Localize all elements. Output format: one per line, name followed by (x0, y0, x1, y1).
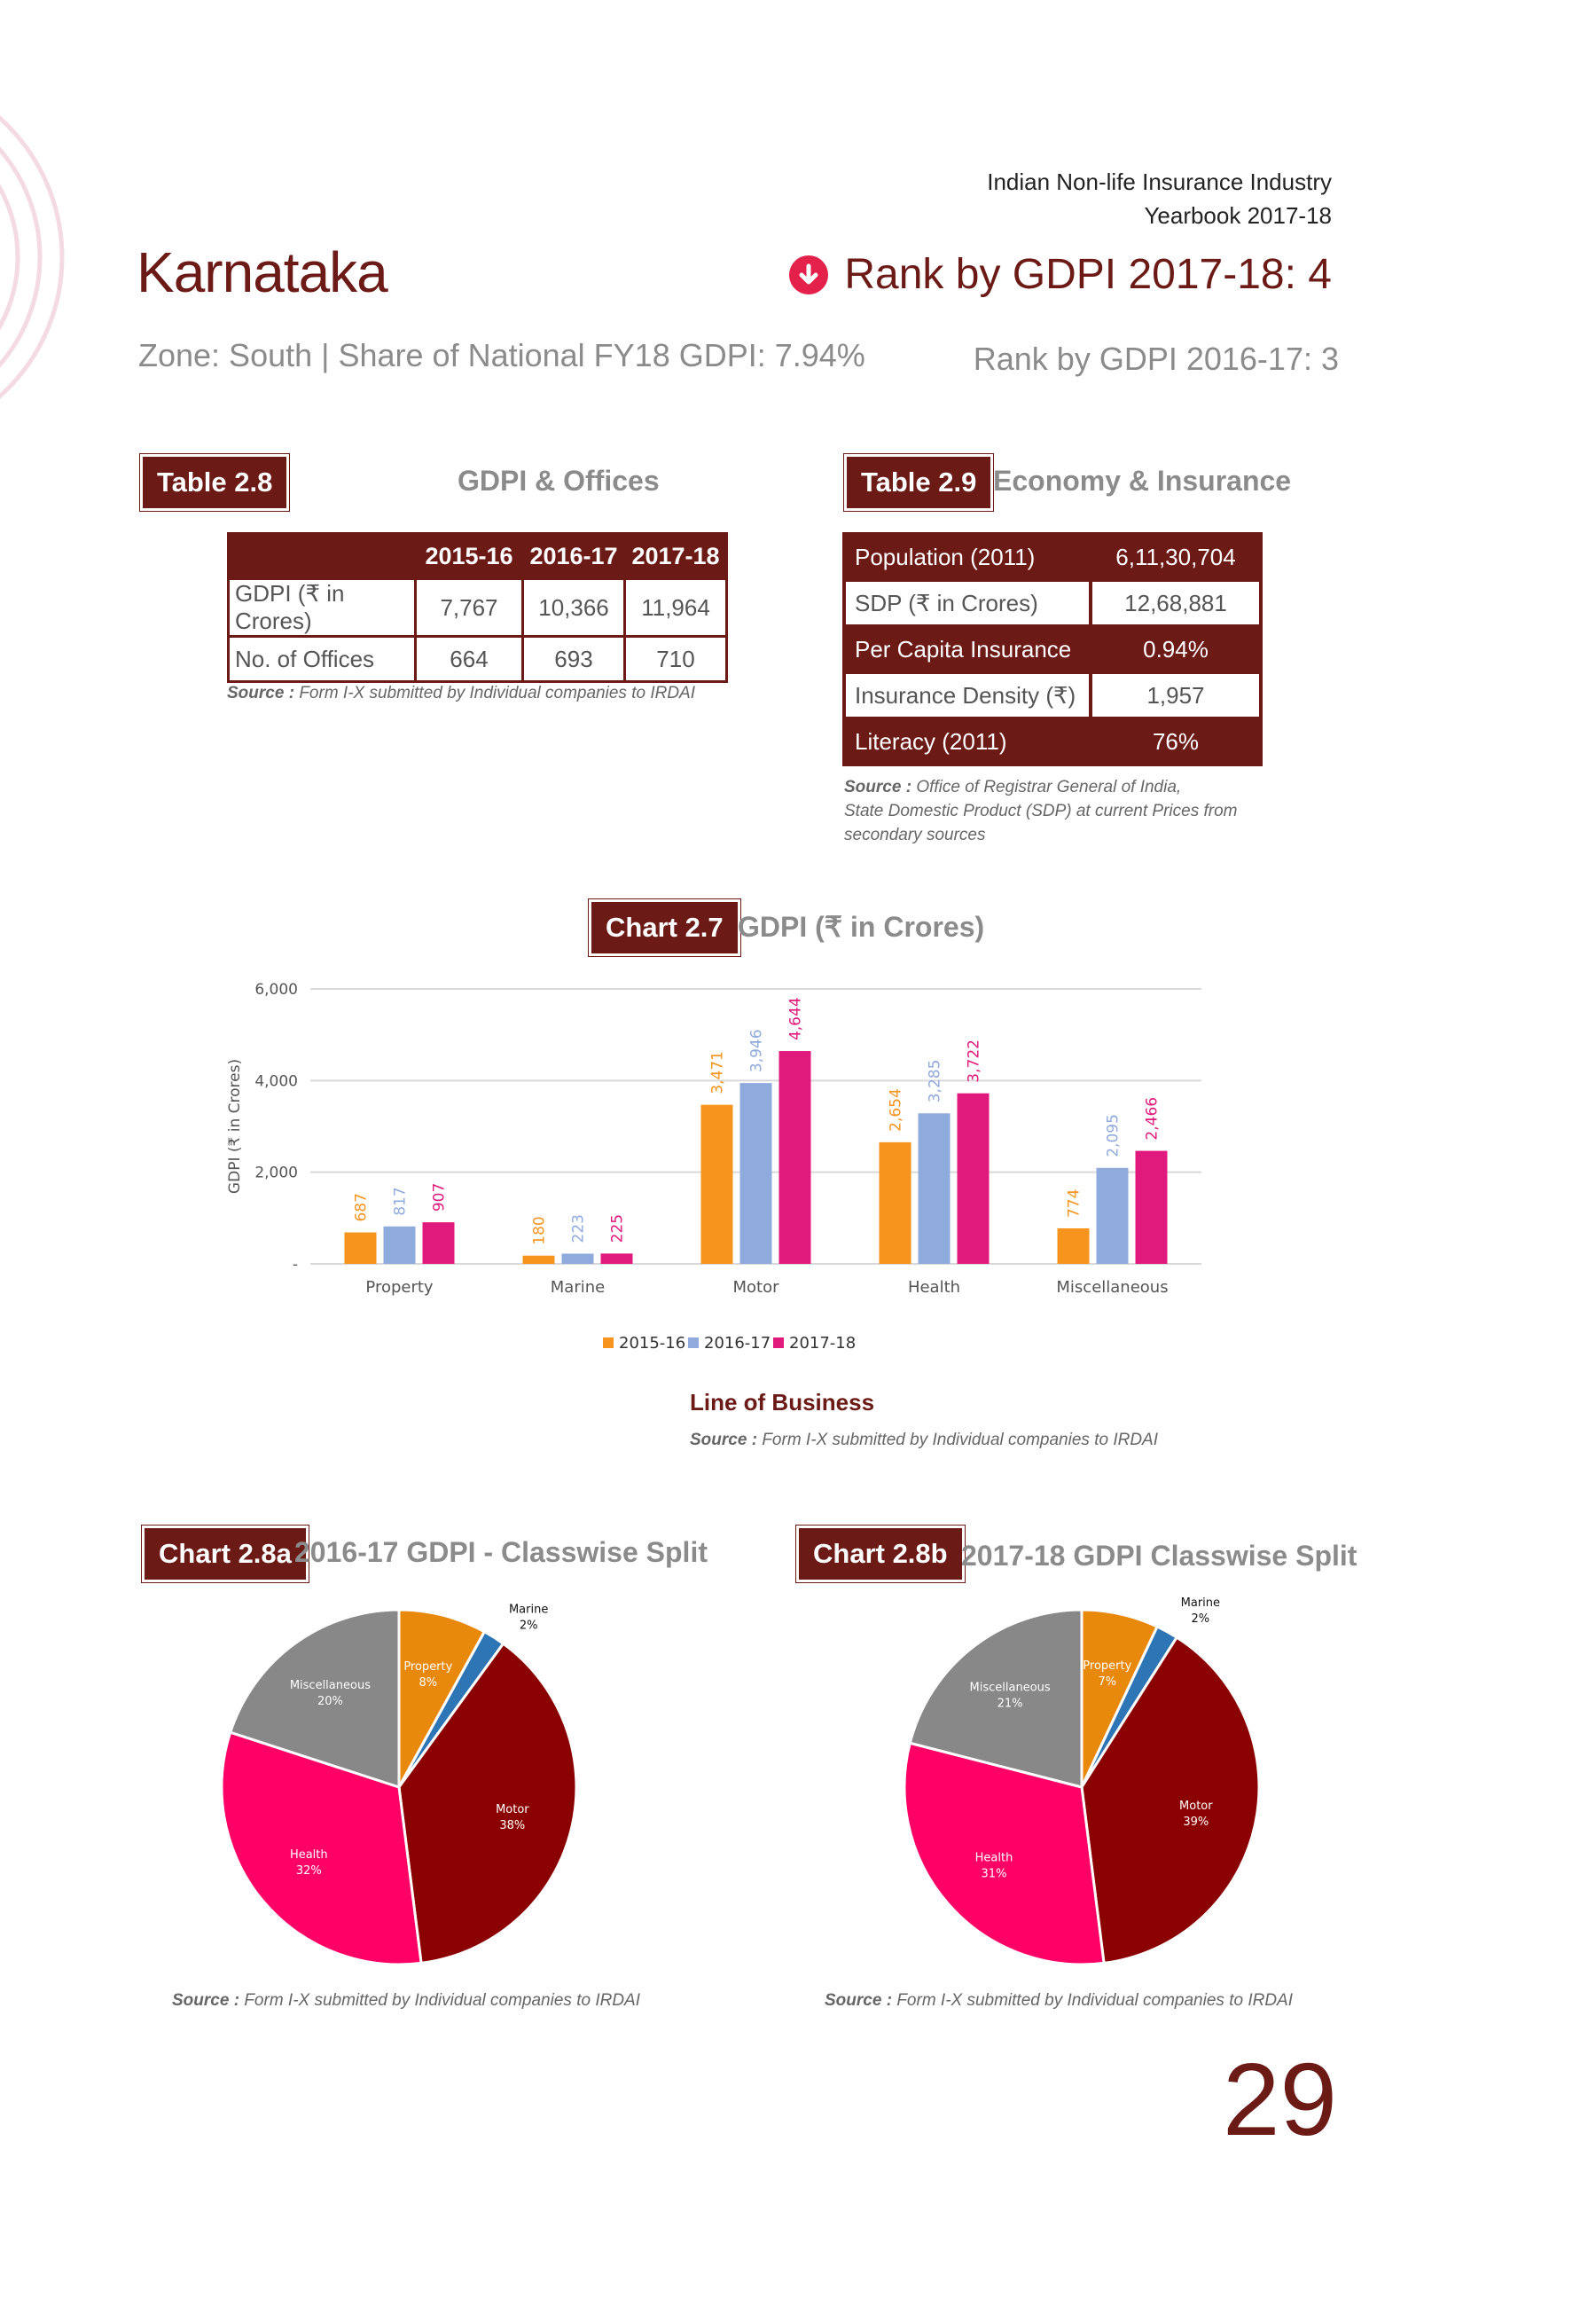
source-text: Form I-X submitted by Individual companies to IRDAI (896, 1991, 1293, 2010)
chart-xlabel: Line of Business (690, 1389, 875, 1416)
slice-label: Property (403, 1660, 453, 1675)
rank-current-text: Rank by GDPI 2017-18: 4 (844, 251, 1332, 298)
slice-percent: 39% (1183, 1815, 1209, 1829)
legend-label: 2016-17 (704, 1334, 771, 1353)
table-row (844, 534, 1261, 580)
source-text: Form I-X submitted by Individual companies to IRDAI (244, 1991, 640, 2010)
legend-swatch (603, 1337, 614, 1348)
table-2-8-source (227, 681, 695, 705)
row-label: Population (2011) (844, 534, 1091, 580)
source-label: Source : (227, 684, 295, 702)
row-label: Per Capita Insurance (844, 626, 1091, 672)
legend-swatch (688, 1337, 699, 1348)
x-tick-label: Property (365, 1278, 434, 1297)
source-label: Source : (172, 1991, 240, 2010)
table-cell: 6,11,30,704 (1091, 534, 1261, 580)
legend-swatch (773, 1337, 784, 1348)
bar (919, 1113, 951, 1264)
data-label: 3,285 (926, 1059, 944, 1103)
slice-percent: 2% (1191, 1612, 1210, 1627)
data-label: 774 (1065, 1188, 1084, 1219)
bar (523, 1256, 555, 1264)
data-label: 687 (352, 1193, 371, 1222)
table-2-8-tag: Table 2.8 (140, 454, 289, 511)
slice-label: Property (1083, 1659, 1132, 1674)
bar (423, 1222, 455, 1264)
table-cell: 1,957 (1091, 672, 1261, 718)
table-cell: 76% (1091, 718, 1261, 765)
y-axis-label: GDPI (₹ in Crores) (226, 1058, 244, 1195)
y-tick-label: 4,000 (254, 1072, 298, 1091)
table-header-blank (229, 534, 416, 579)
slice-label: Motor (1179, 1799, 1213, 1813)
table-row (844, 626, 1261, 672)
bar (740, 1083, 772, 1264)
bar (1136, 1151, 1168, 1264)
bar (384, 1227, 416, 1264)
row-label: Literacy (2011) (844, 718, 1091, 765)
source-label: Source : (690, 1431, 758, 1449)
chart-2-8b-tag: Chart 2.8b (796, 1526, 965, 1582)
x-tick-label: Motor (732, 1278, 779, 1297)
page-number: 29 (1222, 2042, 1337, 2157)
y-tick-label: - (292, 1256, 298, 1274)
slice-label: Health (974, 1851, 1013, 1865)
bar (345, 1233, 377, 1264)
y-tick-label: 2,000 (254, 1164, 298, 1182)
slice-percent: 8% (419, 1676, 438, 1690)
table-2-9-source (844, 775, 1237, 847)
slice-label: Marine (508, 1603, 549, 1617)
source-text: Form I-X submitted by Individual companies to IRDAI (762, 1431, 1158, 1449)
slice-label: Motor (496, 1802, 529, 1816)
table-header-cell: 2016-17 (523, 534, 625, 579)
pie-chart-2016-17 (177, 1596, 674, 1987)
chart-2-7-source (690, 1428, 1158, 1452)
data-label: 3,722 (965, 1039, 983, 1083)
data-label: 4,644 (786, 997, 805, 1041)
table-cell: 0.94% (1091, 626, 1261, 672)
data-label: 2,095 (1104, 1114, 1123, 1157)
legend-label: 2015-16 (619, 1334, 686, 1353)
table-2-9-tag: Table 2.9 (844, 454, 993, 511)
table-row (229, 637, 727, 682)
table-cell: 11,964 (625, 579, 727, 637)
slice-percent: 20% (317, 1695, 343, 1709)
chart-2-8a-source (172, 1988, 640, 2012)
decorative-arcs (0, 89, 71, 426)
x-tick-label: Marine (550, 1278, 606, 1297)
source-text: Form I-X submitted by Individual companies to IRDAI (299, 684, 695, 702)
data-label: 817 (391, 1187, 410, 1216)
chart-2-7-title: GDPI (₹ in Crores) (738, 911, 985, 943)
table-row (844, 580, 1261, 626)
bar (601, 1253, 633, 1264)
slice-percent: 38% (499, 1818, 526, 1832)
rank-current (789, 250, 1332, 299)
table-cell: 693 (523, 637, 625, 682)
chart-2-8a-title: 2016-17 GDPI - Classwise Split (294, 1536, 708, 1568)
source-text: State Domestic Product (SDP) at current Prices from (844, 802, 1238, 820)
table-2-9-title: Economy & Insurance (993, 465, 1292, 497)
chart-2-8b-title: 2017-18 GDPI Classwise Split (961, 1540, 1357, 1572)
table-header-row (229, 534, 727, 579)
slice-label: Miscellaneous (969, 1681, 1051, 1695)
x-tick-label: Miscellaneous (1056, 1278, 1169, 1297)
table-cell: 7,767 (416, 579, 523, 637)
data-label: 180 (530, 1216, 549, 1245)
state-title: Karnataka (137, 240, 387, 304)
header-line-1: Indian Non-life Insurance Industry (987, 169, 1332, 195)
table-row (844, 672, 1261, 718)
table-cell: 12,68,881 (1091, 580, 1261, 626)
gdpi-offices-table (227, 532, 728, 683)
slice-label: Marine (1180, 1596, 1221, 1611)
data-label: 2,466 (1143, 1096, 1162, 1141)
data-label: 3,946 (747, 1029, 766, 1073)
chart-2-7-tag: Chart 2.7 (589, 899, 740, 956)
bar (1097, 1168, 1129, 1264)
y-tick-label: 6,000 (254, 981, 298, 999)
table-cell: 664 (416, 637, 523, 682)
slice-percent: 31% (981, 1867, 1007, 1881)
data-label: 225 (608, 1213, 627, 1243)
slice-percent: 7% (1098, 1675, 1117, 1690)
bar (958, 1094, 990, 1264)
chart-2-8a-tag: Chart 2.8a (142, 1526, 309, 1582)
source-label: Source : (825, 1991, 893, 2010)
slice-percent: 32% (295, 1864, 322, 1879)
legend-label: 2017-18 (789, 1334, 857, 1353)
zone-line: Zone: South | Share of National FY18 GDPI: 7.94% (138, 337, 865, 373)
gdpi-bar-chart (213, 958, 1215, 1384)
row-label: No. of Offices (229, 637, 416, 682)
slice-label: Health (289, 1848, 328, 1863)
table-cell: 710 (625, 637, 727, 682)
bar (880, 1142, 911, 1264)
data-label: 2,654 (887, 1088, 905, 1132)
x-tick-label: Health (907, 1278, 961, 1297)
slice-label: Miscellaneous (289, 1679, 371, 1693)
table-2-8-title: GDPI & Offices (458, 465, 660, 497)
data-label: 223 (569, 1214, 588, 1243)
source-text: Office of Registrar General of India, (916, 778, 1182, 796)
chart-2-8b-source (825, 1988, 1293, 2012)
data-label: 3,471 (708, 1050, 727, 1094)
row-label: SDP (₹ in Crores) (844, 580, 1091, 626)
data-label: 907 (430, 1182, 449, 1212)
row-label: Insurance Density (₹) (844, 672, 1091, 718)
rank-previous: Rank by GDPI 2016-17: 3 (973, 341, 1339, 377)
table-row (844, 718, 1261, 765)
slice-percent: 2% (519, 1619, 538, 1633)
source-label: Source : (844, 778, 912, 796)
bar (1058, 1228, 1090, 1264)
table-cell: 10,366 (523, 579, 625, 637)
down-arrow-icon (789, 255, 828, 294)
economy-insurance-table (842, 532, 1263, 766)
header-line-2: Yearbook 2017-18 (1144, 202, 1332, 229)
bar (701, 1105, 733, 1264)
table-header-cell: 2017-18 (625, 534, 727, 579)
source-text: secondary sources (844, 826, 986, 844)
table-header-cell: 2015-16 (416, 534, 523, 579)
row-label: GDPI (₹ in Crores) (229, 579, 416, 637)
publication-header (987, 165, 1332, 232)
table-row (229, 579, 727, 637)
slice-percent: 21% (997, 1697, 1023, 1711)
bar (562, 1253, 594, 1264)
bar (779, 1051, 811, 1264)
pie-chart-2017-18 (860, 1596, 1357, 1987)
